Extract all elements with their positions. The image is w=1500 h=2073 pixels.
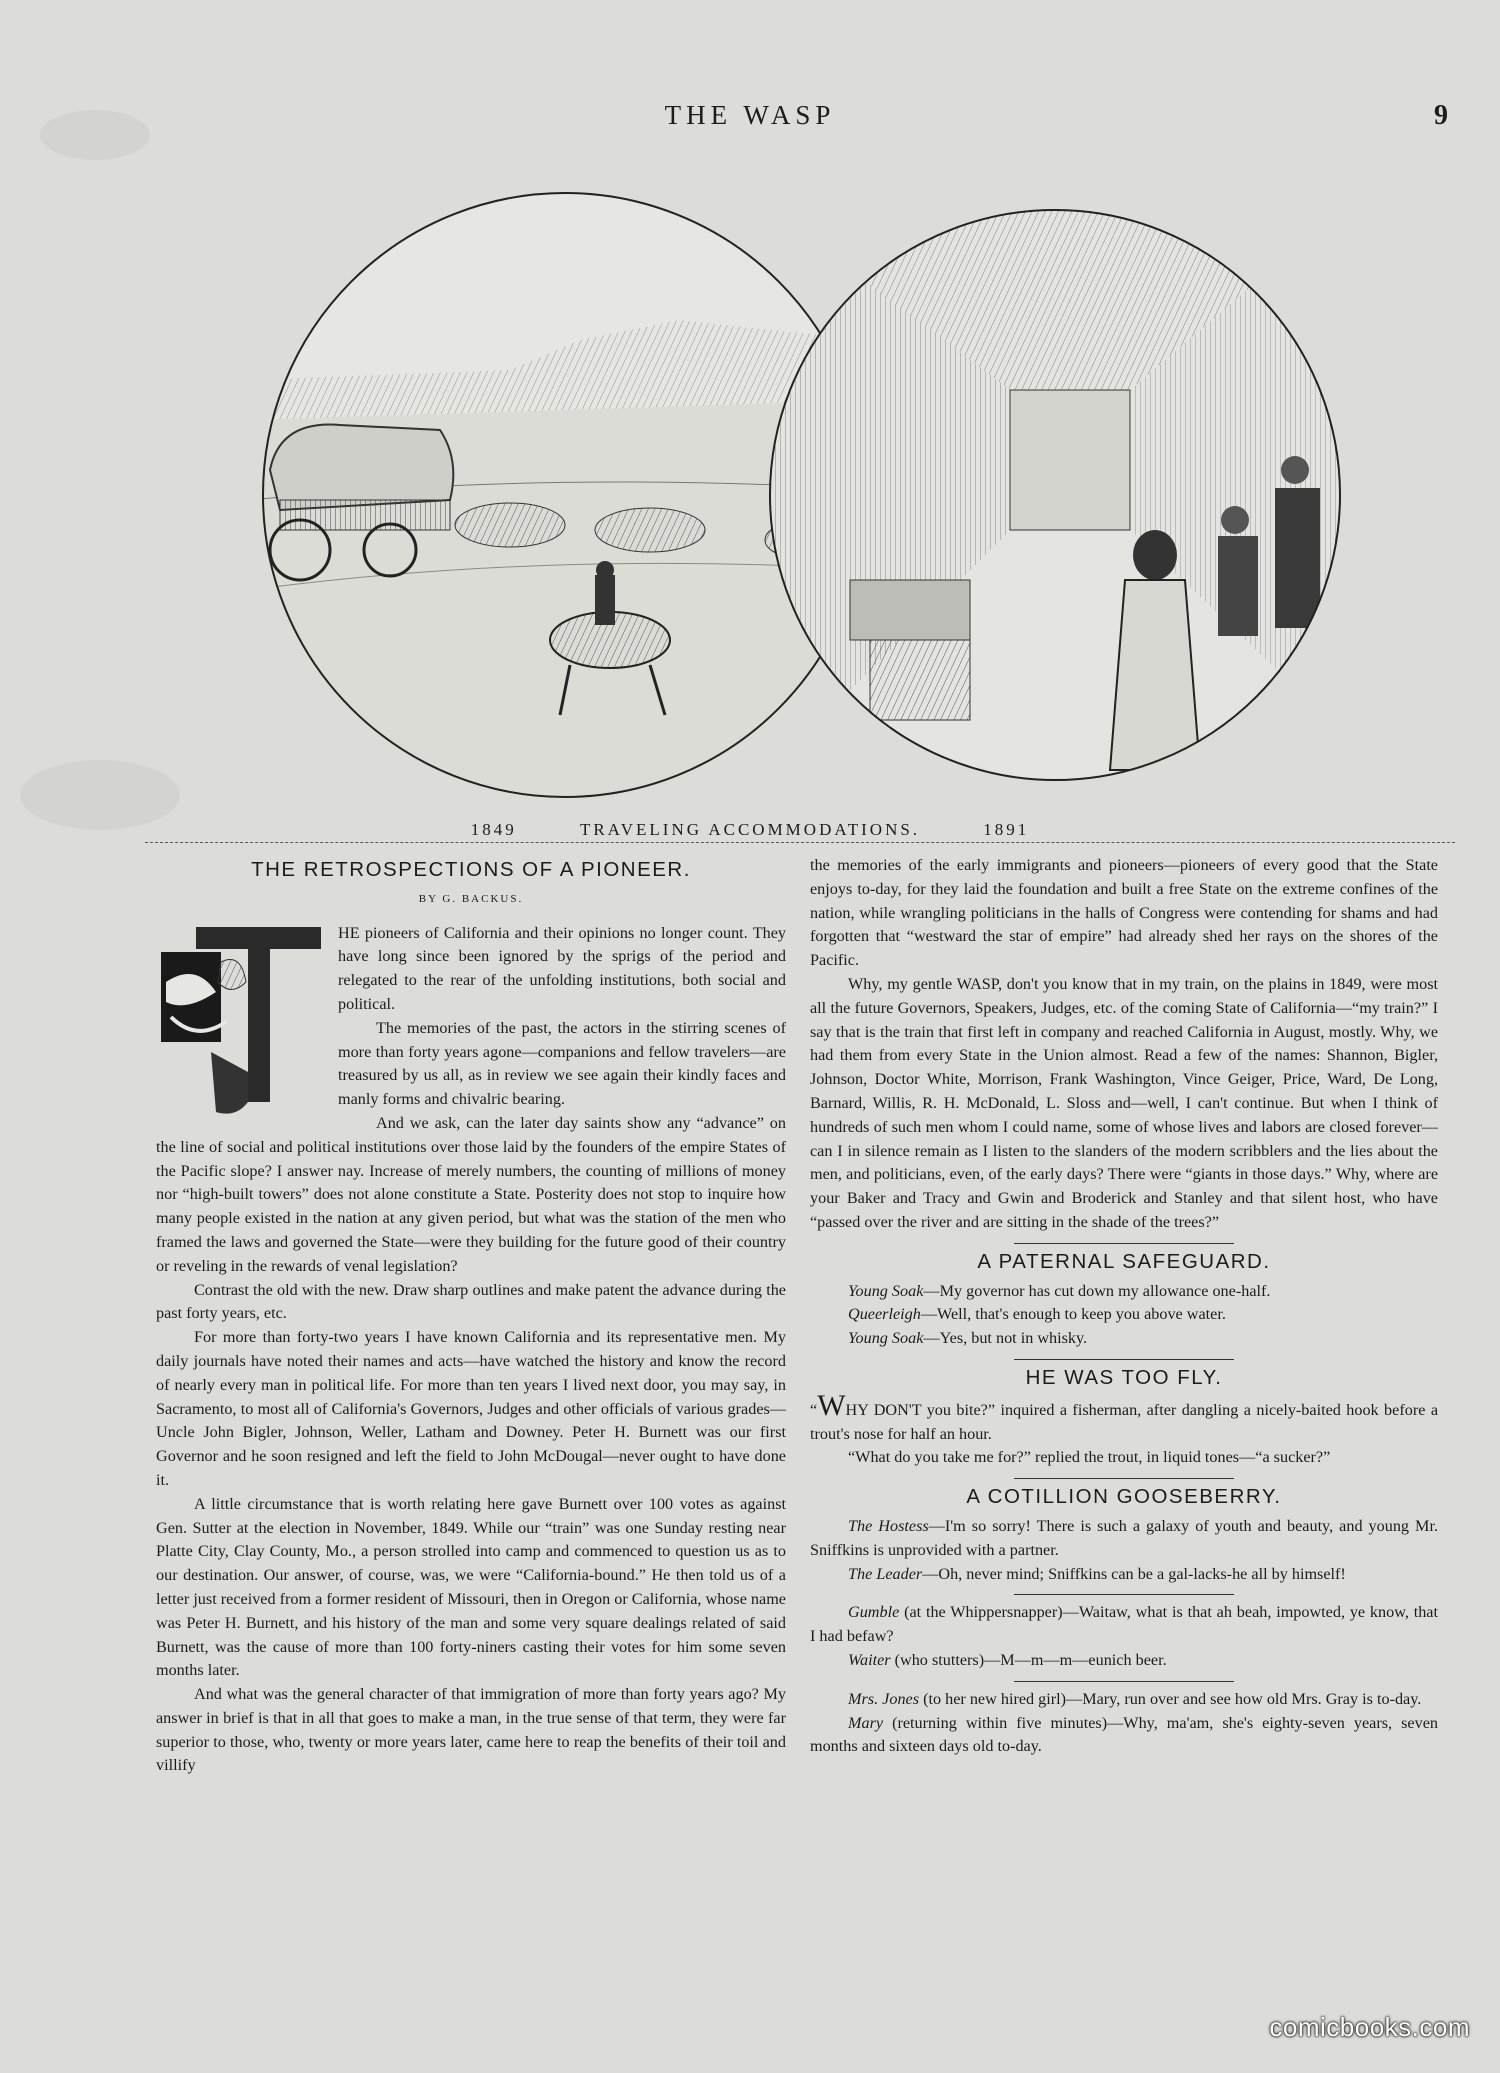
paragraph: And we ask, can the later day saints show any “advance” on the line of social and political institutions over those laid by the founders of the empire States of the Pacific slope? I answer nay. Increase of merely numbers, the counting of millions of money nor “high-built towers” does not alone constitute a State. Posterity does not stop to inquire how many people existed in the nation at any given period, but what was the station of the men who framed the laws and governed the State—were they building for the future good of their country or reveling in the rewards of venal legislation? [156,1113,786,1275]
dialogue-line: Mary (returning within five minutes)—Why, ma'am, she's eighty-seven years, seven months and sixteen days old to-day. [810,1713,1438,1756]
speaker: Mrs. Jones [848,1689,920,1708]
illustration-caption [0,820,1500,840]
speaker: The Hostess [848,1516,929,1535]
masthead: THE WASP [664,100,836,130]
dialogue-line: Young Soak—My governor has cut down my allowance one-half. [848,1281,1271,1300]
speaker: Young Soak [848,1329,924,1348]
initial-letter: W [817,1388,846,1422]
speaker: Gumble [848,1603,900,1622]
section-rule [1014,1359,1234,1360]
vignette-1891-railcar [750,170,1360,820]
paragraph: Why, my gentle WASP, don't you know that in my train, on the plains in 1849, were most all the future Governors, Speakers, Judges, etc. of the coming State of California—“my train?” I say that is the train that first left in company and reached California in August, mostly. Why, we had them from every State in the Union almost. Read a few of the names: Shannon, Bigler, Johnson, Doctor White, Morrison, Frank Washington, Vince Geiger, Price, Ward, De Long, Barnard, Willis, R. H. McDonald, L. Sloss and—well, I can't continue. But when I think of hundreds of such men whom I could name, some of whose lives and labors are closed forever—can I in silence remain as I listen to the slanders of the modern scribblers and the lies about the men, and politicians, even, of the early days? There were “giants in those days.” Why, where are your Baker and Tracy and Gwin and Broderick and Stanley and that silent host, who have “passed over the river and are sitting in the shade of the trees?” [810,974,1438,1231]
paragraph: Contrast the old with the new. Draw sharp outlines and make patent the advance during the past forty years, etc. [156,1280,786,1323]
left-column [156,854,786,1778]
dialogue-line: Young Soak—Yes, but not in whisky. [848,1329,1088,1348]
caption-title: TRAVELING ACCOMMODATIONS. [579,820,921,839]
paragraph: For more than forty-two years I have known California and its representative men. My daily journals have noted their names and acts—have watched the history and know the record of nearly every man in political life. For more than ten years I lived next door, you may say, in Sacramento, to most all of California's Governors, Judges and other officials of various grades—Uncle John Bigler, Johnson, Weller, Latham and Downey. Peter H. Burnett was our first Governor and he soon resigned and left the field to John McDougal—never ought to have done it. [156,1328,786,1489]
speaker: Mary [848,1713,884,1732]
section-title-cotillion: A COTILLION GOOSEBERRY. [966,1485,1282,1509]
ornamental-drop-cap-t [156,922,326,1122]
caption-year-1891: 1891 [983,820,1030,839]
right-column [810,854,1438,1759]
section-rule [1014,1594,1234,1595]
article-title: THE RETROSPECTIONS OF A PIONEER. [251,858,691,881]
section-rule [1014,1243,1234,1244]
dialogue-line: The Hostess—I'm so sorry! There is such a galaxy of youth and beauty, and young Mr. Sniffkins is unprovided with a partner. [810,1516,1438,1559]
section-rule [1014,1478,1234,1479]
speaker: Waiter [848,1650,891,1669]
paragraph: HE pioneers of California and their opinions no longer count. They have long since been ignored by the sprigs of the period and relegated to the rear of the unfolding institutions, both social and political. [338,923,786,1013]
speaker: The Leader [848,1564,923,1583]
site-watermark: comicbooks.com [1269,2012,1470,2042]
section-title-fly: HE WAS TOO FLY. [1025,1365,1223,1389]
paragraph: “What do you take me for?” replied the trout, in liquid tones—“a sucker?” [848,1448,1331,1467]
caption-rule [145,842,1455,843]
dialogue-line: Gumble (at the Whippersnapper)—Waitaw, what is that ah beah, impowted, ye know, that I had befaw? [810,1603,1438,1646]
speaker: Young Soak [848,1281,924,1300]
speaker: Queerleigh [848,1305,921,1324]
paragraph: The memories of the past, the actors in the stirring scenes of more than forty years agone—companions and fellow travelers—are treasured by us all, as in review we see again their kindly faces and manly forms and chivalric bearing. [338,1018,786,1109]
dialogue-line: Mrs. Jones (to her new hired girl)—Mary, run over and see how old Mrs. Gray is to-day. [848,1689,1422,1708]
paragraph: A little circumstance that is worth relating here gave Burnett over 100 votes as against Gen. Sutter at the election in November, 1849. While our “train” was one Sunday resting near Platte City, Clay County, Mo., a person strolled into camp and commenced to question us as to our destination. Our answer, of course, was, we were “California-bound.” He then told us of a letter just received from a former resident of Missouri, then in Oregon or California, whose name was Peter H. Burnett, and his history of the man and some very square dealings related of said Burnett, was the cause of more than 100 forty-niners casting their votes for him some seven months later. [156,1494,786,1680]
section-rule [1014,1681,1234,1682]
caption-year-1849: 1849 [470,820,517,839]
dialogue-line: Waiter (who stutters)—M—m—m—eunich beer. [848,1650,1167,1669]
article-byline: BY G. BACKUS. [418,892,524,905]
paragraph: the memories of the early immigrants and pioneers—pioneers of every good that the State enjoys to-day, for they laid the foundation and built a free State on the extreme confines of the nation, while wrangling politicians in the halls of Congress were contending for shams and had forgotten that “westward the star of empire” had already shed her rays on the shores of the Pacific. [810,856,1438,970]
page-number: 9 [1434,100,1448,131]
paragraph: And what was the general character of that immigration of more than forty years ago? My answer in brief is that in all that goes to make a man, in the true sense of that term, they were far superior to those, who, twenty or more years later, came here to reap the benefits of their toil and villify [156,1685,786,1775]
section-title-paternal: A PATERNAL SAFEGUARD. [977,1249,1271,1273]
dialogue-line: Queerleigh—Well, that's enough to keep you above water. [848,1305,1226,1324]
dialogue-line: The Leader—Oh, never mind; Sniffkins can be a gal-lacks-he all by himself! [848,1564,1346,1583]
illustration [250,170,1360,820]
paragraph: “WHY DON'T you bite?” inquired a fisherman, after dangling a nicely-baited hook before a trout's nose for half an hour. [810,1388,1438,1443]
